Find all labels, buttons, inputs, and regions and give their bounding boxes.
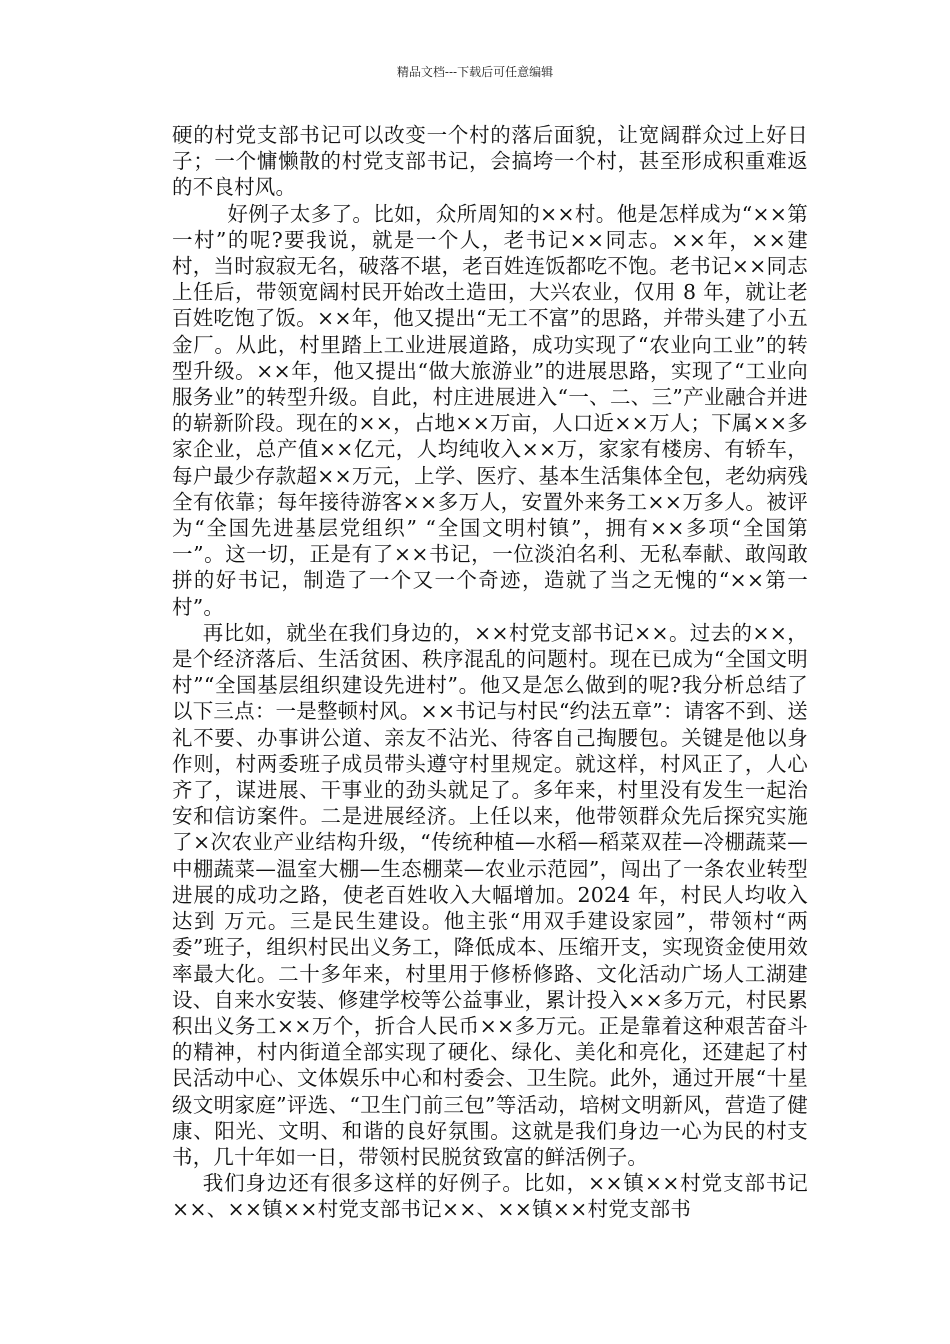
paragraph-1: 硬的村党支部书记可以改变一个村的落后面貌，让宽阔群众过上好日子；一个慵懒散的村党支部书记，会搞垮一个村，甚至形成积重难返的不良村风。 (172, 123, 808, 200)
paragraph-2: 好例子太多了。比如，众所周知的××村。他是怎样成为“××第一村”的呢?要我说，就是一个人，老书记××同志。××年，××建村，当时寂寂无名，破落不堪，老百姓连饭都吃不饱。老书记××同志上任后，带领宽阔村民开始改土造田，大兴农业，仅用 8 年，就让老百姓吃饱了饭。××年，他又提出“无工不富”的思路，并带头建了小五金厂。从此，村里踏上工业进展道路，成功实现了“农业向工业”的转型升级。××年，他又提出“做大旅游业”的进展思路，实现了“工业向服务业”的转型升级。自此，村庄进展进入“一、二、三”产业融合并进的崭新阶段。现在的××，占地××万亩，人口近××万人；下属××多家企业，总产值××亿元，人均纯收入××万，家家有楼房、有轿车，每户最少存款超××万元，上学、医疗、基本生活集体全包，老幼病残全有依靠；每年接待游客××多万人，安置外来务工××万多人。被评为“全国先进基层党组织” “全国文明村镇”，拥有××多项“全国第一”。这一切，正是有了××书记，一位淡泊名利、无私奉献、敢闯敢拼的好书记，制造了一个又一个奇迹，造就了当之无愧的“××第一村”。 (172, 201, 808, 619)
paragraph-3: 再比如，就坐在我们身边的，××村党支部书记××。过去的××，是个经济落后、生活贫困、秩序混乱的问题村。现在已成为“全国文明村”“全国基层组织建设先进村”。他又是怎么做到的呢?我分析总结了以下三点：一是整顿村风。××书记与村民“约法五章”：请客不到、送礼不要、办事讲公道、亲友不沾光、待客自己掏腰包。关键是他以身作则，村两委班子成员带头遵守村里规定。就这样，村风正了，人心齐了，谋进展、干事业的劲头就足了。多年来，村里没有发生一起治安和信访案件。二是进展经济。上任以来，他带领群众先后探究实施了×次农业产业结构升级，“传统种植—水稻—稻菜双茬—冷棚蔬菜—中棚蔬菜—温室大棚—生态棚菜—农业示范园”，闯出了一条农业转型进展的成功之路，使老百姓收入大幅增加。2024 年，村民人均收入达到 万元。三是民生建设。他主张“用双手建设家园”，带领村“两委”班子，组织村民出义务工，降低成本、压缩开支，实现资金使用效率最大化。二十多年来，村里用于修桥修路、文化活动广场人工湖建设、自来水安装、修建学校等公益事业，累计投入××多万元，村民累积出义务工××万个，折合人民币××多万元。正是靠着这种艰苦奋斗的精神，村内街道全部实现了硬化、绿化、美化和亮化，还建起了村民活动中心、文体娱乐中心和村委会、卫生院。此外，通过开展“十星级文明家庭”评选、“卫生门前三包”等活动，培树文明新风，营造了健康、阳光、文明、和谐的良好氛围。这就是我们身边一心为民的村支书，几十年如一日，带领村民脱贫致富的鲜活例子。 (172, 620, 808, 1169)
page-header: 精品文档---下载后可任意编辑 (396, 65, 554, 79)
document-body (172, 122, 808, 1223)
paragraph-4: 我们身边还有很多这样的好例子。比如，××镇××村党支部书记××、××镇××村党支部书记××、××镇××村党支部书 (172, 1171, 808, 1222)
